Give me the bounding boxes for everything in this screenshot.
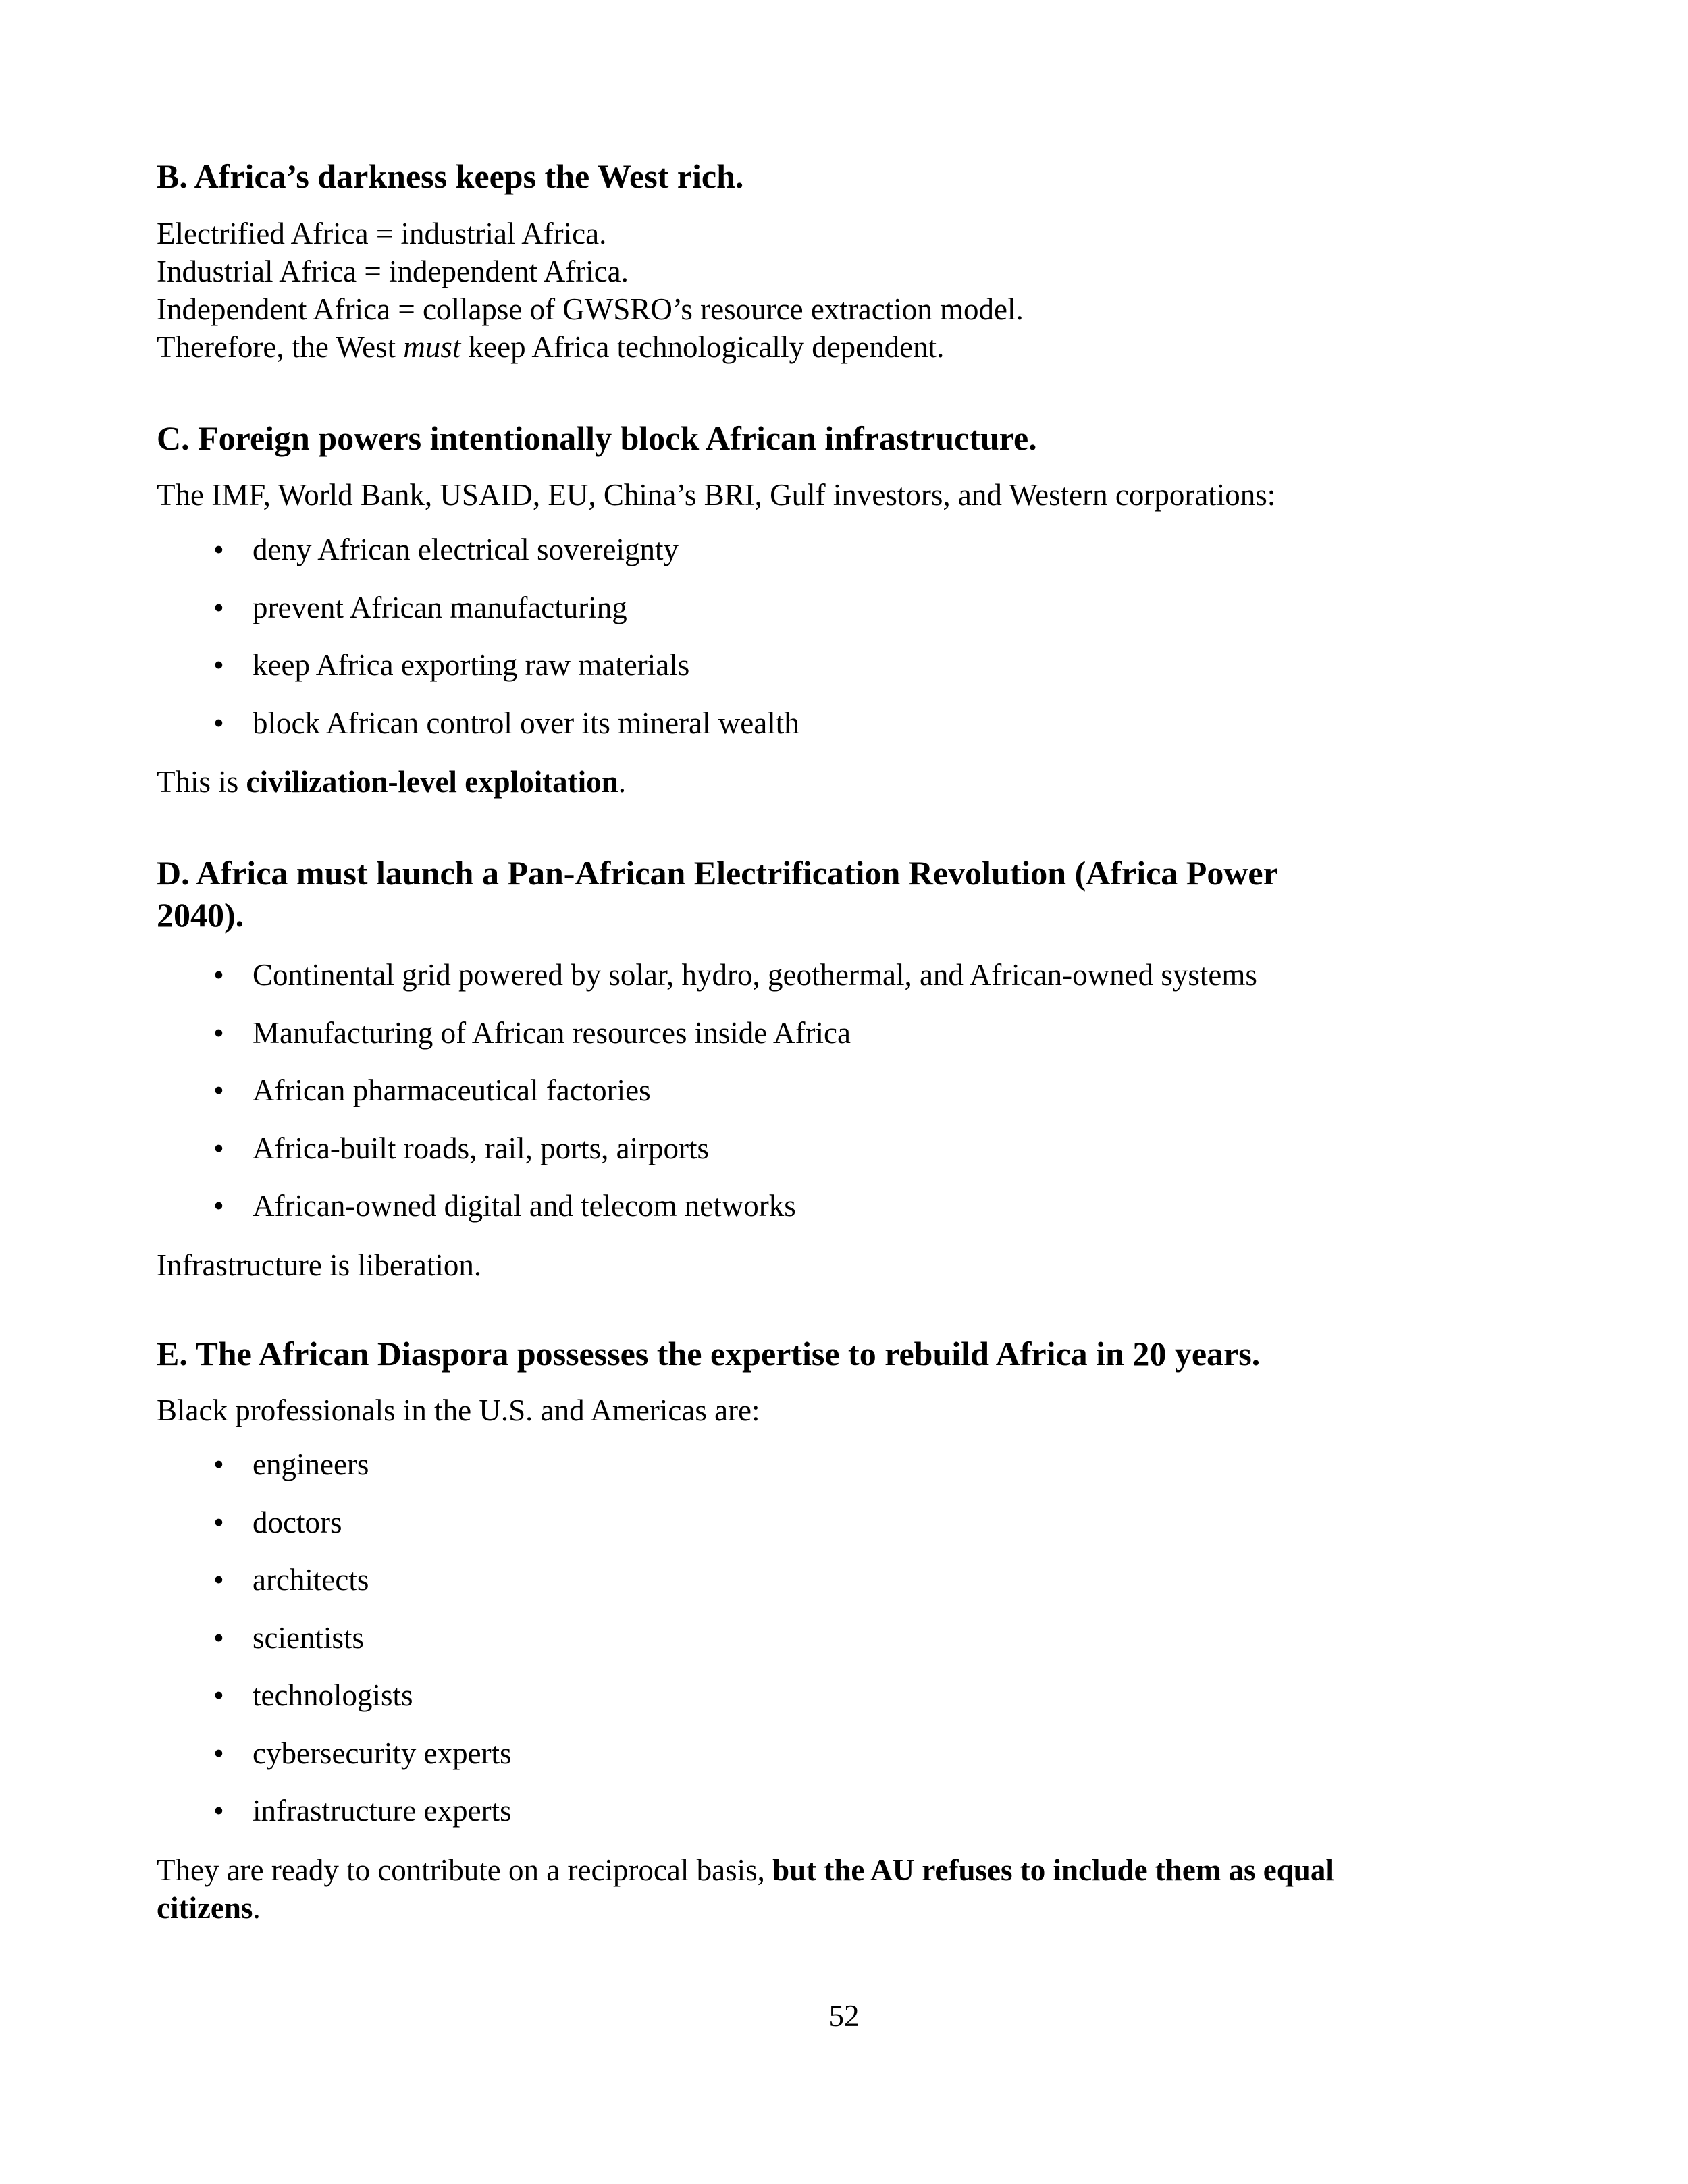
list-item-text: prevent African manufacturing [253, 590, 627, 624]
list-item-text: architects [253, 1563, 369, 1597]
list-item-text: Manufacturing of African resources inside Africa [253, 1015, 851, 1050]
section-b-line-1: Electrified Africa = industrial Africa. [157, 217, 607, 250]
section-c-closing [157, 763, 1534, 801]
section-d-list [157, 956, 1534, 1245]
bullet-glyph: • [213, 590, 224, 624]
section-c-closing-bold: civilization-level exploitation [246, 765, 618, 799]
bullet-glyph: • [213, 1131, 224, 1165]
bullet-glyph: • [213, 1736, 224, 1770]
list-item [157, 1503, 1534, 1562]
section-e-closing-after: . [253, 1891, 261, 1925]
list-item [157, 589, 1534, 647]
list-item [157, 1619, 1534, 1677]
list-item-text: infrastructure experts [253, 1794, 512, 1828]
section-e-list [157, 1445, 1534, 1850]
section-b-line-4-before: Therefore, the West [157, 330, 404, 364]
section-c-list [157, 531, 1534, 762]
list-item-text: keep Africa exporting raw materials [253, 648, 690, 682]
bullet-glyph: • [213, 1620, 224, 1655]
list-item-text: technologists [253, 1678, 413, 1712]
section-e-closing-bold-2: citizens [157, 1891, 253, 1925]
list-item [157, 956, 1534, 1014]
list-item-text: scientists [253, 1620, 364, 1655]
list-item-text: doctors [253, 1505, 342, 1539]
list-item [157, 531, 1534, 589]
list-item [157, 1561, 1534, 1619]
bullet-glyph: • [213, 1189, 224, 1223]
list-item [157, 1014, 1534, 1072]
list-item [157, 1734, 1534, 1792]
section-d-heading-line-1: D. Africa must launch a Pan-African Electrification Revolution (Africa Power [157, 854, 1278, 892]
bullet-glyph: • [213, 1447, 224, 1481]
section-c-heading: C. Foreign powers intentionally block African infrastructure. [157, 419, 1037, 457]
list-item [157, 646, 1534, 704]
section-d-closing: Infrastructure is liberation. [157, 1248, 482, 1282]
bullet-glyph: • [213, 533, 224, 566]
section-e-closing-line-2 [157, 1889, 1534, 1927]
section-e-closing-bold-1: but the AU refuses to include them as equal [772, 1853, 1334, 1887]
page-number: 52 [828, 1999, 860, 2033]
section-d-heading-line-2: 2040). [157, 896, 244, 934]
section-b-line-4-after: keep Africa technologically dependent. [460, 330, 945, 364]
bullet-glyph: • [213, 958, 224, 992]
section-b-heading: B. Africa’s darkness keeps the West rich. [157, 157, 744, 195]
list-item [157, 1129, 1534, 1188]
section-b-line-4-emphasis: must [403, 330, 461, 364]
bullet-glyph: • [213, 1794, 224, 1828]
section-b-line-4 [157, 328, 1534, 366]
bullet-glyph: • [213, 648, 224, 682]
section-c-closing-before: This is [157, 765, 246, 799]
list-item [157, 1187, 1534, 1245]
list-item [157, 1071, 1534, 1129]
bullet-glyph: • [213, 1678, 224, 1712]
bullet-glyph: • [213, 1563, 224, 1597]
section-c-closing-after: . [618, 765, 626, 799]
section-b-line-2: Industrial Africa = independent Africa. [157, 255, 629, 288]
bullet-glyph: • [213, 705, 224, 740]
bullet-glyph: • [213, 1015, 224, 1050]
list-item [157, 704, 1534, 762]
list-item-text: Continental grid powered by solar, hydro, geothermal, and African-owned systems [253, 958, 1257, 992]
list-item [157, 1676, 1534, 1734]
bullet-glyph: • [213, 1505, 224, 1539]
bullet-glyph: • [213, 1073, 224, 1107]
list-item [157, 1445, 1534, 1503]
section-e-closing-before: They are ready to contribute on a reciprocal basis, [157, 1853, 773, 1887]
section-e-intro: Black professionals in the U.S. and Americas are: [157, 1393, 760, 1427]
list-item-text: engineers [253, 1447, 369, 1481]
section-c-intro: The IMF, World Bank, USAID, EU, China’s BRI, Gulf investors, and Western corporations: [157, 478, 1276, 512]
list-item-text: African pharmaceutical factories [253, 1073, 651, 1107]
section-b-line-3: Independent Africa = collapse of GWSRO’s resource extraction model. [157, 292, 1024, 326]
list-item-text: cybersecurity experts [253, 1736, 512, 1770]
list-item-text: deny African electrical sovereignty [253, 533, 679, 566]
section-e-heading: E. The African Diaspora possesses the expertise to rebuild Africa in 20 years. [157, 1335, 1261, 1373]
list-item [157, 1792, 1534, 1850]
list-item-text: Africa-built roads, rail, ports, airports [253, 1131, 710, 1165]
list-item-text: African-owned digital and telecom networks [253, 1189, 796, 1223]
section-e-closing-line-1 [157, 1851, 1534, 1889]
list-item-text: block African control over its mineral wealth [253, 705, 799, 740]
